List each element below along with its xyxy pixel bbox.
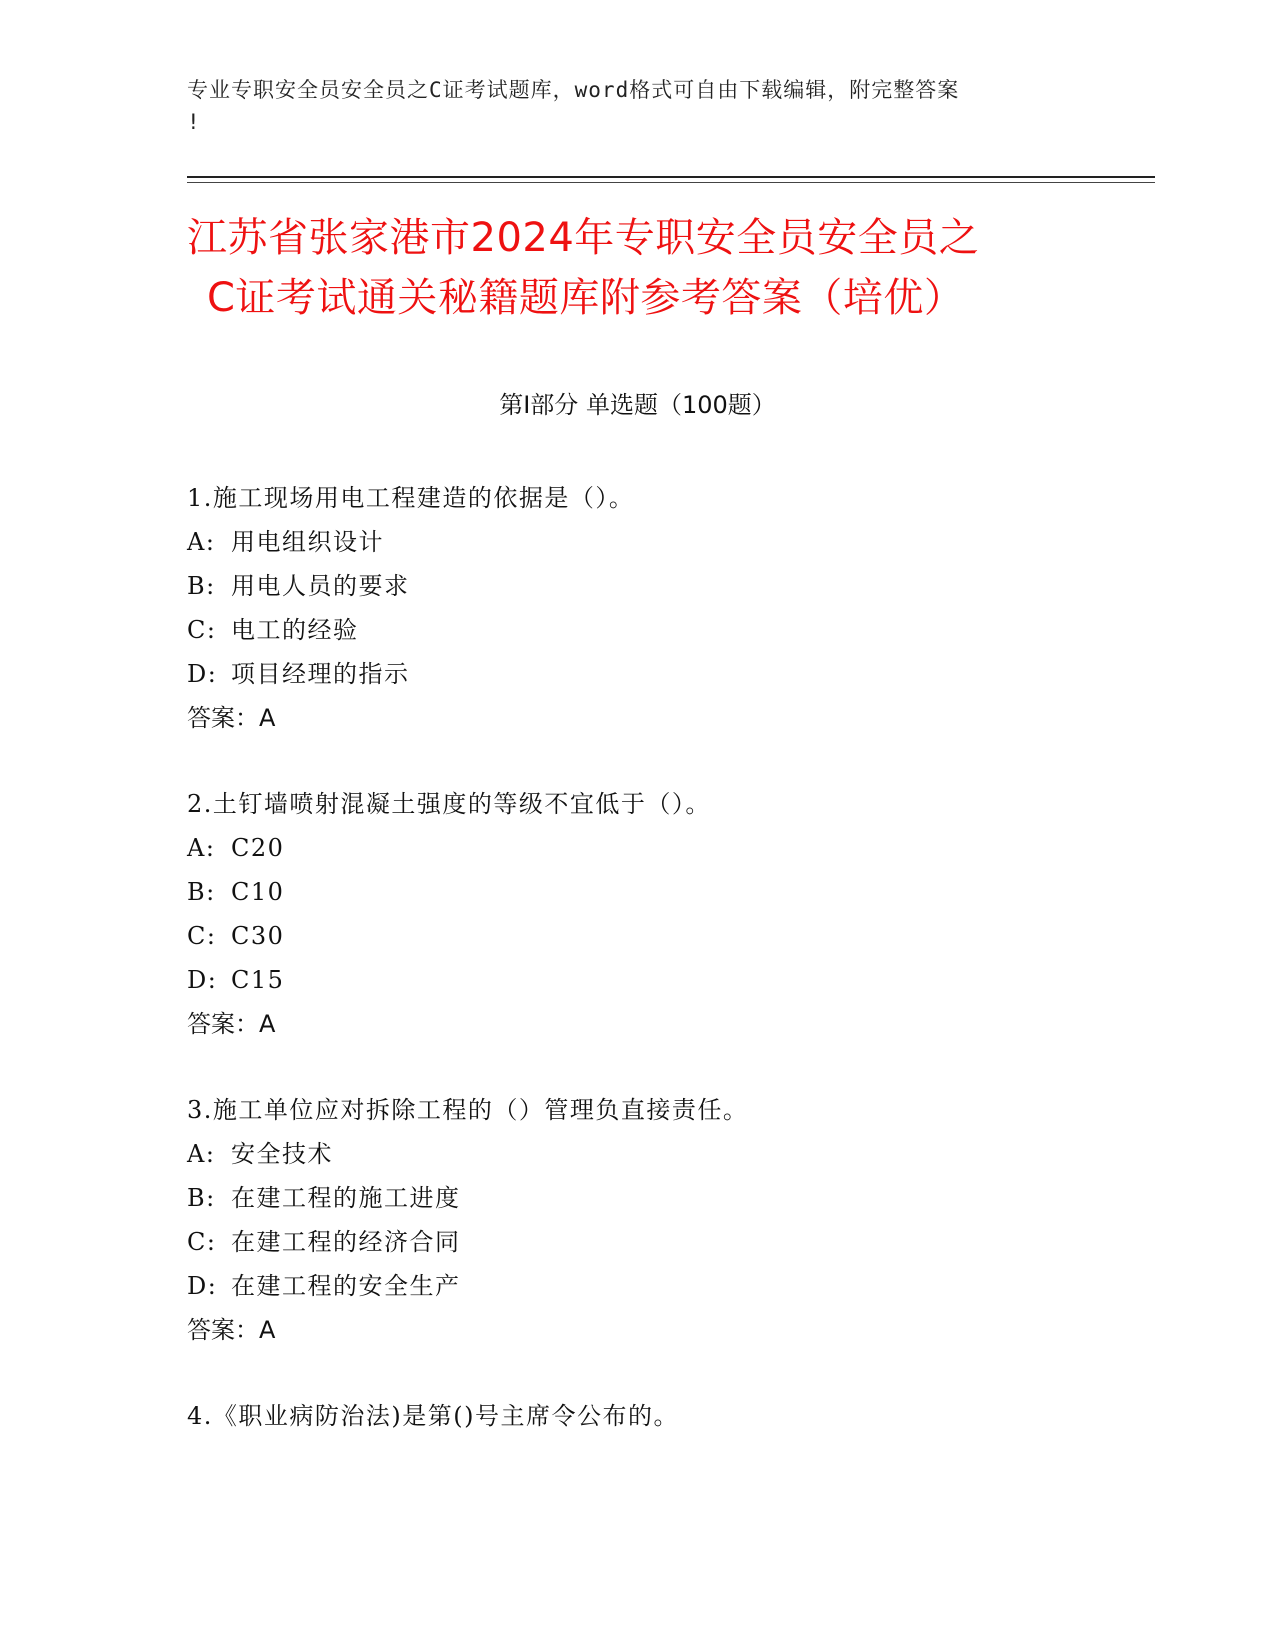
question-answer: 答案：A xyxy=(187,1010,276,1038)
header-divider-thin xyxy=(187,182,1155,183)
option-key: D: xyxy=(187,1272,218,1300)
question-option-c xyxy=(187,608,1137,652)
option-text: C10 xyxy=(231,878,285,906)
option-text: 项目经理的指示 xyxy=(231,660,410,688)
question-option-d xyxy=(187,652,1137,696)
document-title-line-2: C证考试通关秘籍题库附参考答案（培优） xyxy=(207,275,965,321)
option-text: 用电组织设计 xyxy=(231,528,384,556)
option-text: 电工的经验 xyxy=(231,616,359,644)
option-text: 安全技术 xyxy=(231,1140,333,1168)
question-3 xyxy=(187,1088,1137,1352)
question-stem: 3.施工单位应对拆除工程的（）管理负直接责任。 xyxy=(187,1096,749,1124)
question-option-d xyxy=(187,1264,1137,1308)
question-option-c xyxy=(187,1220,1137,1264)
question-stem: 1.施工现场用电工程建造的依据是（）。 xyxy=(187,484,635,512)
option-key: D: xyxy=(187,660,218,688)
option-text: 在建工程的施工进度 xyxy=(231,1184,461,1212)
header-note-line-2: ! xyxy=(187,110,201,134)
question-option-b xyxy=(187,1176,1137,1220)
question-option-a xyxy=(187,826,1137,870)
document-title xyxy=(187,208,1087,328)
question-2 xyxy=(187,782,1137,1046)
question-option-b xyxy=(187,870,1137,914)
option-text: C15 xyxy=(231,966,285,994)
question-option-a xyxy=(187,520,1137,564)
question-option-b xyxy=(187,564,1137,608)
header-note-line-1: 专业专职安全员安全员之C证考试题库，word格式可自由下载编辑，附完整答案 xyxy=(187,78,960,102)
option-key: C: xyxy=(187,1228,217,1256)
question-answer: 答案：A xyxy=(187,704,276,732)
option-text: 用电人员的要求 xyxy=(231,572,410,600)
question-answer: 答案：A xyxy=(187,1316,276,1344)
document-title-line-1: 江苏省张家港市2024年专职安全员安全员之 xyxy=(187,215,980,261)
option-key: A: xyxy=(187,1140,216,1168)
option-key: B: xyxy=(187,572,216,600)
question-list xyxy=(187,476,1137,1480)
question-1 xyxy=(187,476,1137,740)
header-note xyxy=(187,74,1067,138)
option-key: B: xyxy=(187,1184,216,1212)
question-stem: 4.《职业病防治法)是第()号主席令公布的。 xyxy=(187,1402,679,1430)
question-option-d xyxy=(187,958,1137,1002)
question-option-a xyxy=(187,1132,1137,1176)
option-key: C: xyxy=(187,922,217,950)
option-key: A: xyxy=(187,528,216,556)
option-key: C: xyxy=(187,616,217,644)
option-key: D: xyxy=(187,966,218,994)
option-key: B: xyxy=(187,878,216,906)
question-option-c xyxy=(187,914,1137,958)
option-text: C20 xyxy=(231,834,285,862)
section-heading: 第Ⅰ部分 单选题（100题） xyxy=(499,391,776,419)
question-4 xyxy=(187,1394,1137,1438)
option-key: A: xyxy=(187,834,216,862)
header-divider-thick xyxy=(187,176,1155,178)
option-text: 在建工程的安全生产 xyxy=(231,1272,461,1300)
option-text: 在建工程的经济合同 xyxy=(231,1228,461,1256)
option-text: C30 xyxy=(231,922,285,950)
question-stem: 2.土钉墙喷射混凝土强度的等级不宜低于（）。 xyxy=(187,790,711,818)
